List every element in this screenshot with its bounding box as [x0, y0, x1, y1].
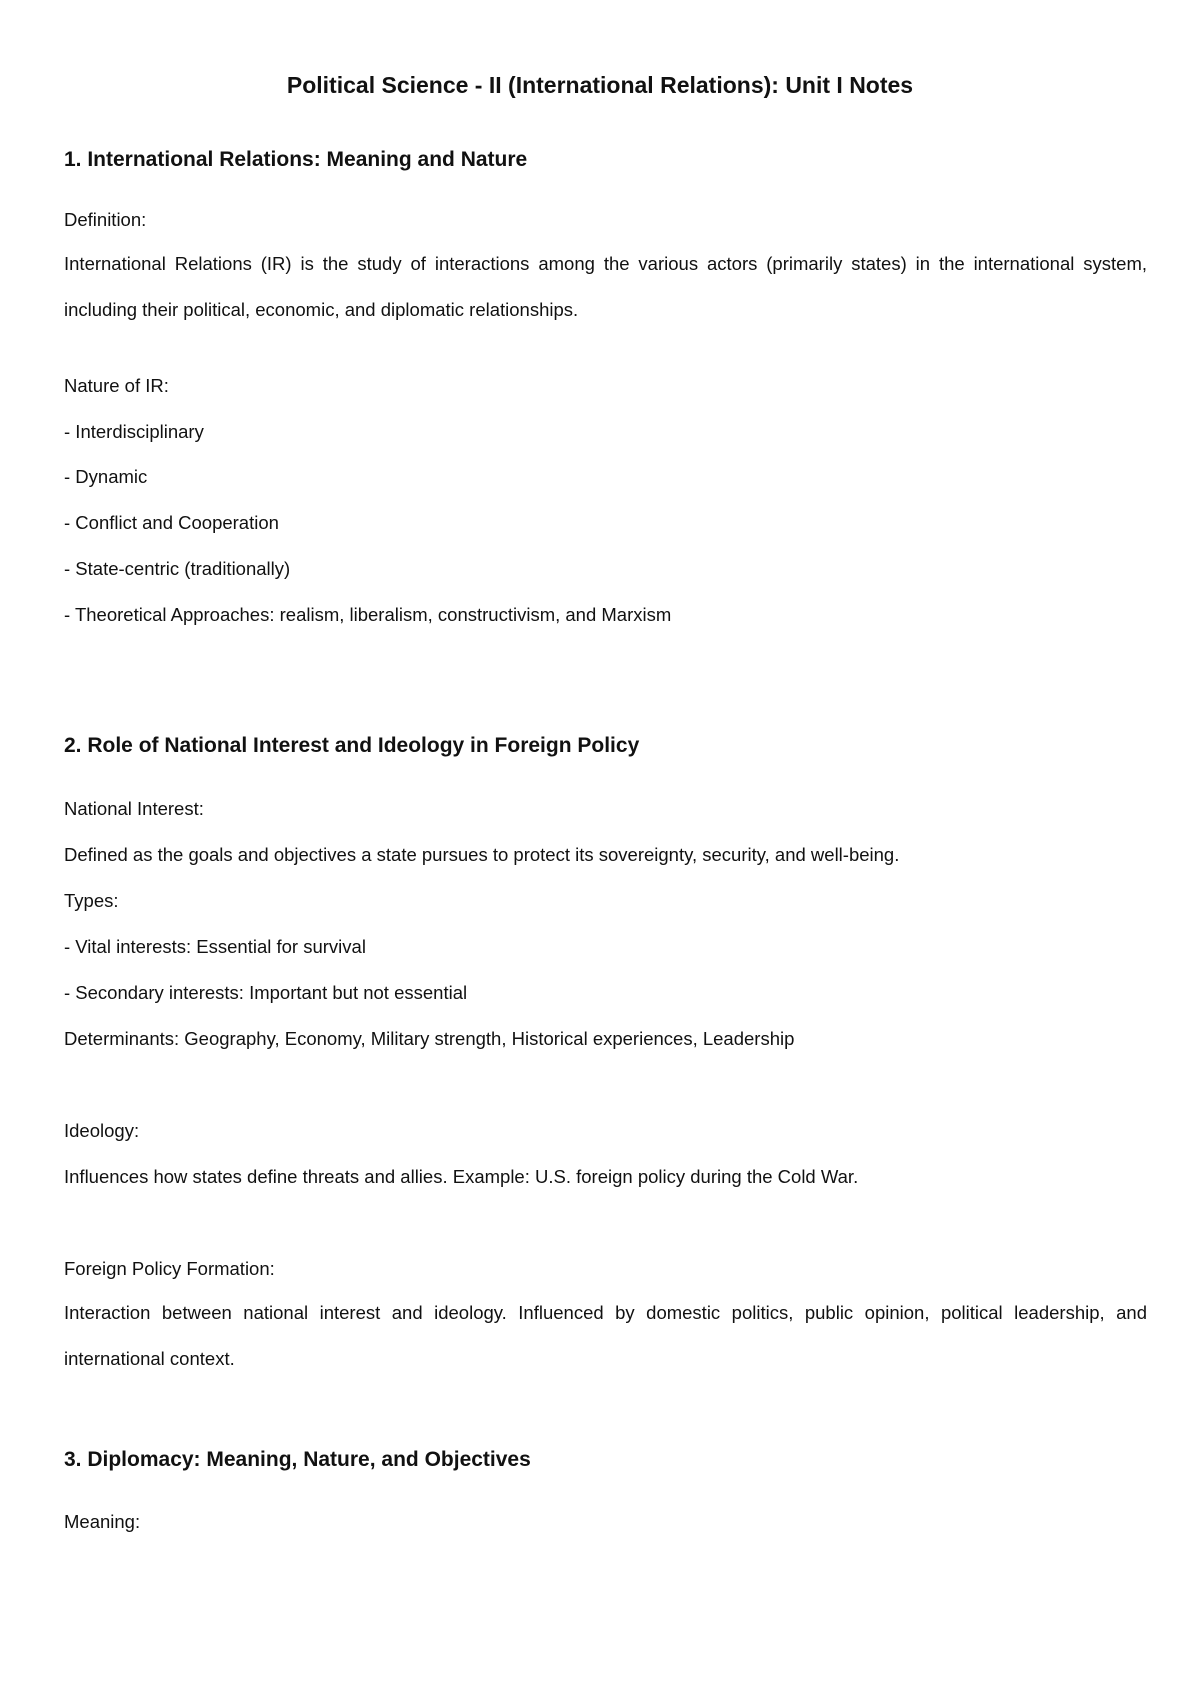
- section-1-heading: 1. International Relations: Meaning and Nature: [64, 148, 528, 171]
- definition-label: Definition:: [64, 209, 147, 230]
- nature-label: Nature of IR:: [64, 375, 169, 396]
- types-label: Types:: [64, 890, 119, 911]
- foreign-policy-formation-text: Interaction between national interest and ideology. Influenced by domestic politics, public opinion, political leadership, and international context.: [64, 1302, 1147, 1369]
- ideology-text: Influences how states define threats and allies. Example: U.S. foreign policy during the Cold War.: [64, 1166, 859, 1187]
- section-2-heading: 2. Role of National Interest and Ideology in Foreign Policy: [64, 734, 640, 757]
- types-item-1: - Vital interests: Essential for survival: [64, 936, 366, 957]
- meaning-label: Meaning:: [64, 1511, 141, 1532]
- nature-item-4: - State-centric (traditionally): [64, 558, 291, 579]
- ideology-label: Ideology:: [64, 1120, 140, 1141]
- nature-item-5: - Theoretical Approaches: realism, liberalism, constructivism, and Marxism: [64, 604, 672, 625]
- types-item-2: - Secondary interests: Important but not essential: [64, 982, 468, 1003]
- nature-item-1: - Interdisciplinary: [64, 421, 204, 442]
- national-interest-text: Defined as the goals and objectives a state pursues to protect its sovereignty, security, and well-being.: [64, 844, 900, 865]
- section-3-heading: 3. Diplomacy: Meaning, Nature, and Objectives: [64, 1448, 531, 1471]
- definition-text: International Relations (IR) is the study of interactions among the various actors (primarily states) in the international system, including their political, economic, and diplomatic relationships.: [64, 253, 1147, 320]
- determinants-text: Determinants: Geography, Economy, Military strength, Historical experiences, Leadership: [64, 1028, 795, 1049]
- document-title: Political Science - II (International Relations): Unit I Notes: [286, 72, 914, 98]
- foreign-policy-formation-label: Foreign Policy Formation:: [64, 1258, 275, 1279]
- nature-item-2: - Dynamic: [64, 466, 148, 487]
- national-interest-label: National Interest:: [64, 798, 204, 819]
- nature-item-3: - Conflict and Cooperation: [64, 512, 279, 533]
